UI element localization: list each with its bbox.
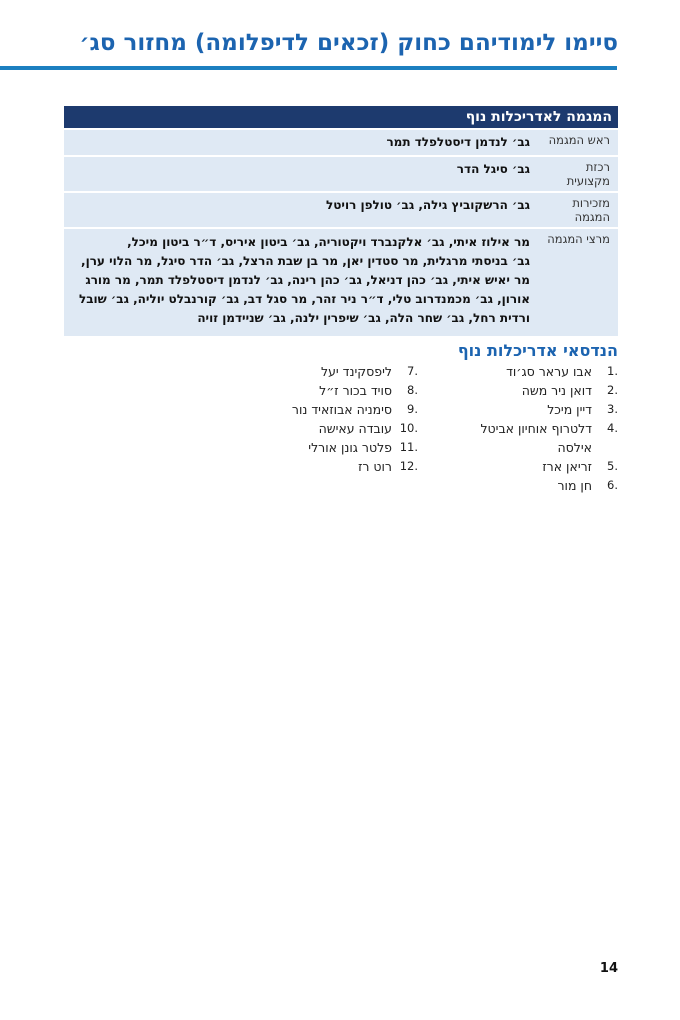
page-number: 14 bbox=[599, 961, 618, 976]
list-number: 10. bbox=[399, 421, 418, 435]
list-item bbox=[448, 400, 618, 419]
lecturers-line: מר יאיש איתי, גב׳ כהן דניאל, גב׳ כהן רינה, גב׳ לנדמן דיסטלפלד תמר, מר מורג bbox=[85, 273, 530, 287]
table-row bbox=[64, 227, 618, 336]
list-item bbox=[248, 419, 418, 438]
row-label: מרצי המגמה bbox=[536, 227, 618, 336]
title-divider bbox=[0, 66, 617, 70]
list-number: 8. bbox=[407, 383, 418, 397]
row-label: מזכירות המגמה bbox=[536, 191, 618, 227]
lecturers-line: אורון, גב׳ מכמנדרוב טלי, ד״ר ניר זהר, מר סגל דב, גב׳ קורנבלט יוליה, גב׳ שובל bbox=[78, 292, 530, 306]
table-row bbox=[64, 128, 618, 155]
list-item bbox=[448, 381, 618, 400]
graduate-name: אבו עראר סג׳וד bbox=[506, 364, 592, 379]
lecturers-line: גב׳ בניסתי מרגלית, מר סטדין יאן, מר בן שבת הרצל, גב׳ הדר סיגל, מר הלוי ערן, bbox=[81, 254, 530, 268]
list-item bbox=[248, 438, 418, 457]
row-value: גב׳ הרשקוביץ גילה, גב׳ טולפן רויטל bbox=[64, 191, 536, 227]
page-title: סיימו לימודיהם כחוק (זכאים לדיפלומה) מחזור סג׳ bbox=[79, 30, 618, 56]
lecturers-line: מר אילוז איתי, גב׳ אלקנברד ויקטוריה, גב׳ ביטון איריס, ד״ר ביטון מיכל, bbox=[127, 235, 530, 249]
list-number: 6. bbox=[607, 478, 618, 492]
list-item bbox=[448, 362, 618, 381]
list-item bbox=[248, 400, 418, 419]
graduates-list-column-2 bbox=[248, 362, 418, 476]
list-number: 1. bbox=[607, 364, 618, 378]
table-row bbox=[64, 191, 618, 227]
table-heading: המגמה לאדריכלות נוף bbox=[64, 106, 618, 128]
list-item bbox=[448, 419, 618, 457]
table-row bbox=[64, 155, 618, 191]
lecturers-list bbox=[64, 227, 536, 336]
row-value: גב׳ סיגל הדר bbox=[64, 155, 536, 191]
list-number: 12. bbox=[399, 459, 418, 473]
graduate-name: זריאן ארז bbox=[542, 459, 592, 474]
list-item bbox=[248, 362, 418, 381]
table-header-row bbox=[64, 106, 618, 128]
list-number: 4. bbox=[607, 421, 618, 435]
list-number: 9. bbox=[407, 402, 418, 416]
list-item bbox=[448, 476, 618, 495]
graduate-name: סויד בכור ז״ל bbox=[319, 383, 392, 398]
graduate-name: סימניה אבוזאיד נור bbox=[291, 402, 392, 417]
graduate-name: ליפסקינד יעל bbox=[320, 364, 392, 379]
graduate-name: חן מור bbox=[557, 478, 592, 493]
list-number: 5. bbox=[607, 459, 618, 473]
lecturers-line: ורדית רחל, גב׳ שחר הלה, גב׳ שיפרין ילנה, גב׳ שניידמן זויה bbox=[197, 311, 530, 325]
list-number: 2. bbox=[607, 383, 618, 397]
graduate-name: דיין מיכל bbox=[547, 402, 592, 417]
graduate-name: עובדה עאישה bbox=[318, 421, 392, 436]
graduates-list-column-1 bbox=[448, 362, 618, 495]
row-value: גב׳ לנדמן דיסטלפלד תמר bbox=[64, 128, 536, 155]
graduates-heading: הנדסאי אדריכלות נוף bbox=[457, 341, 618, 360]
graduate-name: דלטרוף אוחיון אביטל אילסה bbox=[480, 421, 592, 455]
list-number: 7. bbox=[407, 364, 418, 378]
row-label: ראש המגמה bbox=[536, 128, 618, 155]
row-label: רכזת מקצועית bbox=[536, 155, 618, 191]
track-staff-table bbox=[64, 106, 618, 336]
list-item bbox=[448, 457, 618, 476]
graduate-name: פלטר גונן אורלי bbox=[308, 440, 392, 455]
graduate-name: רוט רז bbox=[358, 459, 392, 474]
list-number: 3. bbox=[607, 402, 618, 416]
list-number: 11. bbox=[399, 440, 418, 454]
graduate-name: דואן ניר משה bbox=[521, 383, 592, 398]
list-item bbox=[248, 457, 418, 476]
list-item bbox=[248, 381, 418, 400]
